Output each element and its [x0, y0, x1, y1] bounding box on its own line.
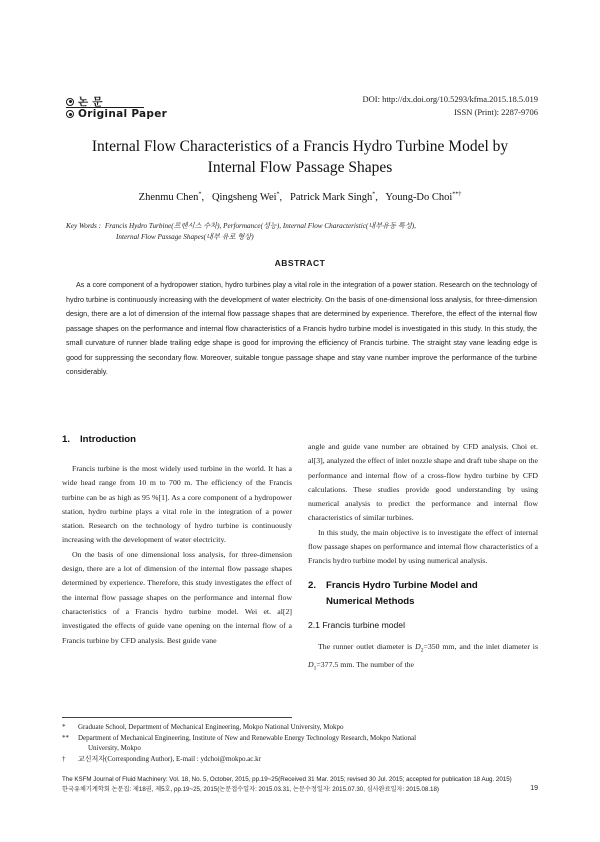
- section-heading-introduction: 1. Introduction: [62, 434, 136, 445]
- author: Zhenmu Chen*,: [138, 191, 205, 203]
- category-english: [66, 108, 167, 120]
- journal-line-korean: 한국유체기계학회 논문집: 제18권, 제5호, pp.19~25, 2015(논문접수일자: 2015.03.31, 논문수정일자: 2015.07.30, 심사완료일자: 2015.08.18): [62, 785, 439, 793]
- footnotes: [62, 722, 540, 764]
- keywords-line-1: Francis Hydro Turbine(프랜시스 수차), Performance(성능), Internal Flow Characteristic(내부유동 특성),: [104, 222, 416, 230]
- circle-bullet-icon: [66, 110, 74, 118]
- footnote: ** Department of Mechanical Engineering, Institute of New and Renewable Energy Technology Research, Mokpo National: [62, 733, 417, 742]
- footnote: * Graduate School, Department of Mechanical Engineering, Mokpo National University, Mokpo: [62, 723, 344, 731]
- subsection-heading: 2.1 Francis turbine model: [308, 619, 405, 630]
- title-line-1: Internal Flow Characteristics of a Francis Hydro Turbine Model by: [91, 138, 509, 155]
- keywords: [66, 221, 546, 243]
- paper-title: [60, 136, 540, 178]
- category-korean-label: 논 문: [78, 96, 103, 108]
- paragraph: In this study, the main objective is to investigate the effect of internal flow passage shapes on performance and internal flow characteristics of a Francis hydro turbine model by using numerical analysis.: [308, 527, 538, 566]
- left-column: [62, 432, 292, 648]
- issn: ISSN (Print): 2287-9706: [453, 107, 538, 117]
- paragraph: The runner outlet diameter is $D_2=350$ mm, and the inlet diameter is $D_1=377.5$ mm. The number of the: [308, 641, 538, 672]
- circle-bullet-icon: [66, 98, 74, 106]
- title-line-2: Internal Flow Passage Shapes: [207, 159, 393, 176]
- section-heading-model: 2. Francis Hydro Turbine Model and Numerical Methods: [308, 579, 478, 607]
- author: Qingsheng Wei*,: [211, 191, 283, 203]
- keywords-line-2: Internal Flow Passage Shapes(내부 유로 형상): [116, 233, 254, 241]
- right-column: [308, 440, 538, 676]
- paragraph: Francis turbine is the most widely used turbine in the world. It has a wide head range from 10 m to 700 m. The efficiency of the Francis turbine can be as high as 95 %[1]. As a core component of a hydropower station, hydro turbine plays a vital role in the integration of a power station. Research on the technology of hydro turbine is continuously increasing with the development of water electricity.: [62, 464, 292, 545]
- doi-link[interactable]: DOI: http://dx.doi.org/10.5293/kfma.2015.18.5.019: [362, 94, 538, 104]
- paragraph: On the basis of one dimensional loss analysis, for three-dimension design, there are a lot of dimension of the internal flow passage shapes determined by experience. Therefore, this study investigates the effect of the internal flow passage shapes on the performance and internal flow characteristics of a Francis hydro turbine model. Wei et. al[2] investigated the effects of guide vane opening on the internal flow of a Francis turbine by CFD analysis. Best guide vane: [62, 549, 292, 645]
- footnote-divider: [62, 717, 292, 718]
- footnote: † 교신저자(Corresponding Author), E-mail : ydchoi@mokpo.ac.kr: [62, 754, 261, 763]
- paragraph: angle and guide vane number are obtained by CFD analysis. Choi et. al[3], analyzed the effect of inlet nozzle shape and draft tube shape on the performance and internal flow of a cross-flow hydro turbine by CFD calculations. These studies provide good understanding by using numerical analysis to predict the performance and internal flow characteristics of similar turbines.: [308, 442, 538, 523]
- category-english-label: Original Paper: [78, 108, 168, 120]
- footnote-continuation: University, Mokpo: [88, 744, 141, 752]
- author-list: [60, 191, 540, 203]
- page-number: 19: [530, 785, 538, 792]
- author: Patrick Mark Singh*,: [290, 191, 378, 203]
- doi-block: [362, 94, 538, 117]
- abstract-heading: ABSTRACT: [274, 258, 326, 268]
- journal-line-english: The KSFM Journal of Fluid Machinery: Vol. 18, No. 5, October, 2015, pp.19~25(Received 31 Mar. 2015; revised 30 Jul. 2015; accepted for publication 18 Aug. 2015): [62, 776, 512, 783]
- journal-info: [62, 775, 540, 794]
- abstract-text: As a core component of a hydropower station, hydro turbines play a vital role in the integration of a power station. Research on the technology of hydro turbine is continuously increasing with the development of water electricity. On the basis of one-dimensional loss analysis, for three-dimension design, there are a lot of dimension of the internal flow passage shapes that are determined by experience. Therefore, the effect of the internal flow passage shapes on the performance and internal flow characteristics of a Francis hydro turbine model is investigated in this study. In this study, the small curvature of runner blade trailing edge shape is good for improving the efficiency of Francis turbine. The straight stay vane leading edge is good for suppressing the secondary flow. Moreover, suitable tongue passage shape and stay vane number improve the performance of the turbine considerably.: [66, 280, 537, 376]
- keywords-label: Key Words :: [66, 222, 102, 230]
- author: Young-Do Choi**†: [385, 191, 462, 203]
